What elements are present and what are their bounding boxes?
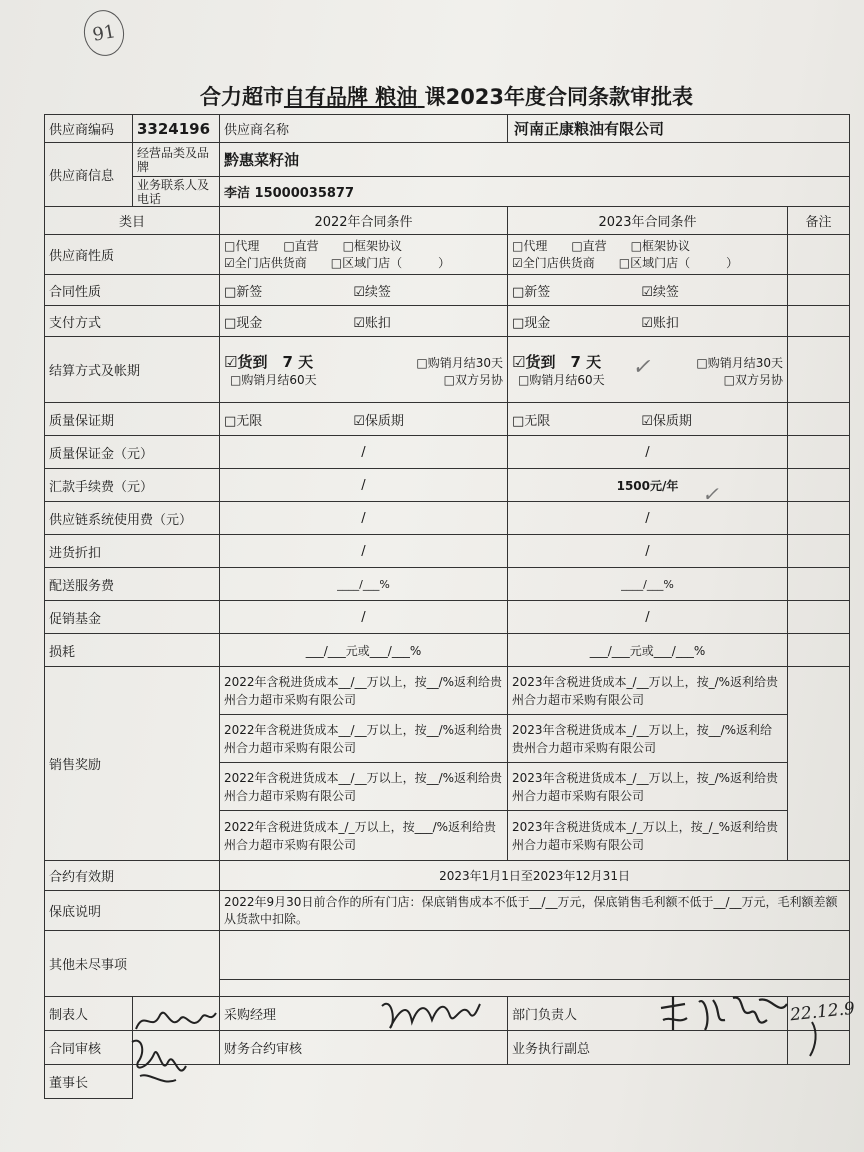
dept-head-signature bbox=[655, 990, 795, 1036]
row-settlement bbox=[45, 337, 850, 403]
quality-label: 质量保证期 bbox=[45, 403, 220, 436]
chairman-signature-cell bbox=[133, 1065, 850, 1099]
row-others bbox=[45, 931, 850, 997]
row-supply-chain-fee bbox=[45, 502, 850, 535]
others-label: 其他未尽事项 bbox=[45, 931, 220, 997]
supply-chain-2022: / bbox=[220, 502, 508, 535]
handwritten-date: 22.12.9 bbox=[789, 998, 856, 1026]
contract-2023: □新签 ☑续签 bbox=[508, 275, 788, 306]
delivery-label: 配送服务费 bbox=[45, 568, 220, 601]
row-category bbox=[45, 143, 850, 177]
row-payment bbox=[45, 306, 850, 337]
quality-2022: □无限 ☑保质期 bbox=[220, 403, 508, 436]
header-2022: 2022年合同条件 bbox=[220, 207, 508, 235]
supply-chain-label: 供应链系统使用费（元） bbox=[45, 502, 220, 535]
row-delivery-fee bbox=[45, 568, 850, 601]
contract-remark bbox=[788, 275, 850, 306]
discount-2022: / bbox=[220, 535, 508, 568]
settlement-remark bbox=[788, 337, 850, 403]
row-guarantee bbox=[45, 891, 850, 931]
discount-label: 进货折扣 bbox=[45, 535, 220, 568]
purchase-manager-signature bbox=[374, 992, 484, 1036]
row-remit-fee bbox=[45, 469, 850, 502]
loss-2023: ___/___元或___/___% bbox=[508, 634, 788, 667]
deposit-label: 质量保证金（元） bbox=[45, 436, 220, 469]
chairman-label: 董事长 bbox=[45, 1065, 133, 1099]
guarantee-label: 保底说明 bbox=[45, 891, 220, 931]
remit-2022: / bbox=[220, 469, 508, 502]
checkmark-settlement-icon: ✓ bbox=[632, 355, 651, 380]
deposit-2023: / bbox=[508, 436, 788, 469]
review-signature bbox=[126, 1032, 196, 1090]
bonus-2022-tier-2: 2022年含税进货成本__/__万以上，按__/%返利给贵州合力超市采购有限公司 bbox=[220, 715, 508, 763]
row-supplier-code bbox=[45, 115, 850, 143]
category-label: 经营品类及品牌 bbox=[133, 143, 220, 177]
supplier-code-value: 3324196 bbox=[133, 115, 220, 143]
maker-label: 制表人 bbox=[45, 997, 133, 1031]
bonus-label: 销售奖励 bbox=[45, 667, 220, 861]
discount-2023: / bbox=[508, 535, 788, 568]
remit-label: 汇款手续费（元） bbox=[45, 469, 220, 502]
supplier-name-label: 供应商名称 bbox=[220, 115, 508, 143]
finance-review-label: 财务合约审核 bbox=[220, 1031, 508, 1065]
date-stroke bbox=[806, 1018, 836, 1060]
deposit-2022: / bbox=[220, 436, 508, 469]
supplier-info-label: 供应商信息 bbox=[45, 143, 133, 207]
delivery-remark bbox=[788, 568, 850, 601]
header-category: 类目 bbox=[45, 207, 220, 235]
bonus-2022-tier-3: 2022年含税进货成本__/__万以上，按__/%返利给贵州合力超市采购有限公司 bbox=[220, 763, 508, 811]
form-title: 合力超市自有品牌 粮油 课2023年度合同条款审批表 bbox=[199, 85, 694, 109]
row-contract-nature bbox=[45, 275, 850, 306]
nature-2022: □代理 □直营 □框架协议 ☑全门店供货商 □区域门店（ ） bbox=[220, 235, 508, 275]
row-supplier-nature bbox=[45, 235, 850, 275]
promo-label: 促销基金 bbox=[45, 601, 220, 634]
bonus-remark bbox=[788, 667, 850, 861]
row-discount bbox=[45, 535, 850, 568]
contact-value: 李洁 15000035877 bbox=[220, 177, 850, 207]
settlement-label: 结算方式及帐期 bbox=[45, 337, 220, 403]
row-headers bbox=[45, 207, 850, 235]
contact-label: 业务联系人及电话 bbox=[133, 177, 220, 207]
loss-2022: ___/___元或___/___% bbox=[220, 634, 508, 667]
nature-remark bbox=[788, 235, 850, 275]
nature-2023: □代理 □直营 □框架协议 ☑全门店供货商 □区域门店（ ） bbox=[508, 235, 788, 275]
bonus-2023-tier-4: 2023年含税进货成本_/_万以上，按_/_%返利给贵州合力超市采购有限公司 bbox=[508, 811, 788, 861]
row-contact bbox=[45, 177, 850, 207]
checkmark-remit-icon: ✓ bbox=[702, 482, 719, 506]
bonus-2023-tier-3: 2023年含税进货成本_/__万以上，按_/%返利给贵州合力超市采购有限公司 bbox=[508, 763, 788, 811]
loss-remark bbox=[788, 634, 850, 667]
promo-2022: / bbox=[220, 601, 508, 634]
remit-2023: 1500元/年 bbox=[508, 469, 788, 502]
promo-2023: / bbox=[508, 601, 788, 634]
circled-page-number: 91 bbox=[80, 7, 127, 59]
approval-table bbox=[44, 114, 850, 1099]
remit-remark bbox=[788, 469, 850, 502]
supplier-name-value: 河南正康粮油有限公司 bbox=[508, 115, 850, 143]
payment-remark bbox=[788, 306, 850, 337]
bonus-2022-tier-4: 2022年含税进货成本_/_万以上，按___/%返利给贵州合力超市采购有限公司 bbox=[220, 811, 508, 861]
row-deposit bbox=[45, 436, 850, 469]
row-bonus-1 bbox=[45, 667, 850, 715]
header-2023: 2023年合同条件 bbox=[508, 207, 788, 235]
row-promo-fund bbox=[45, 601, 850, 634]
supply-chain-remark bbox=[788, 502, 850, 535]
quality-remark bbox=[788, 403, 850, 436]
delivery-2023: ____/___% bbox=[508, 568, 788, 601]
guarantee-value: 2022年9月30日前合作的所有门店：保底销售成本不低于__/__万元，保底销售毛利额不低于__/__万元，毛利额差额从货款中扣除。 bbox=[220, 891, 850, 931]
contract-label: 合同性质 bbox=[45, 275, 220, 306]
vp-label: 业务执行副总 bbox=[508, 1031, 788, 1065]
discount-remark bbox=[788, 535, 850, 568]
deposit-remark bbox=[788, 436, 850, 469]
purchase-manager-label: 采购经理 bbox=[220, 997, 508, 1031]
nature-label: 供应商性质 bbox=[45, 235, 220, 275]
validity-label: 合约有效期 bbox=[45, 861, 220, 891]
loss-label: 损耗 bbox=[45, 634, 220, 667]
others-value bbox=[220, 931, 850, 997]
row-quality-period bbox=[45, 403, 850, 436]
settlement-2023-main: ☑货到 7 天 bbox=[512, 352, 602, 371]
bonus-2022-tier-1: 2022年含税进货成本__/__万以上，按__/%返利给贵州合力超市采购有限公司 bbox=[220, 667, 508, 715]
contract-2022: □新签 ☑续签 bbox=[220, 275, 508, 306]
delivery-2022: ____/___% bbox=[220, 568, 508, 601]
settlement-2022-main: ☑货到 7 天 bbox=[224, 352, 314, 371]
review-label: 合同审核 bbox=[45, 1031, 133, 1065]
supplier-code-label: 供应商编码 bbox=[45, 115, 133, 143]
validity-value: 2023年1月1日至2023年12月31日 bbox=[220, 861, 850, 891]
quality-2023: □无限 ☑保质期 bbox=[508, 403, 788, 436]
settlement-2022: ☑货到 7 天 □购销月结30天 □购销月结60天 □双方另协 bbox=[220, 337, 508, 403]
promo-remark bbox=[788, 601, 850, 634]
row-validity bbox=[45, 861, 850, 891]
settlement-2023: ☑货到 7 天 □购销月结30天 □购销月结60天 □双方另协 bbox=[508, 337, 788, 403]
header-remark: 备注 bbox=[788, 207, 850, 235]
payment-label: 支付方式 bbox=[45, 306, 220, 337]
supply-chain-2023: / bbox=[508, 502, 788, 535]
payment-2022: □现金 ☑账扣 bbox=[220, 306, 508, 337]
bonus-2023-tier-1: 2023年含税进货成本_/__万以上，按_/%返利给贵州合力超市采购有限公司 bbox=[508, 667, 788, 715]
bonus-2023-tier-2: 2023年含税进货成本_/__万以上，按__/%返利给贵州合力超市采购有限公司 bbox=[508, 715, 788, 763]
payment-2023: □现金 ☑账扣 bbox=[508, 306, 788, 337]
category-value: 黔惠菜籽油 bbox=[220, 143, 850, 177]
dept-head-label: 部门负责人 bbox=[508, 997, 788, 1031]
row-loss bbox=[45, 634, 850, 667]
